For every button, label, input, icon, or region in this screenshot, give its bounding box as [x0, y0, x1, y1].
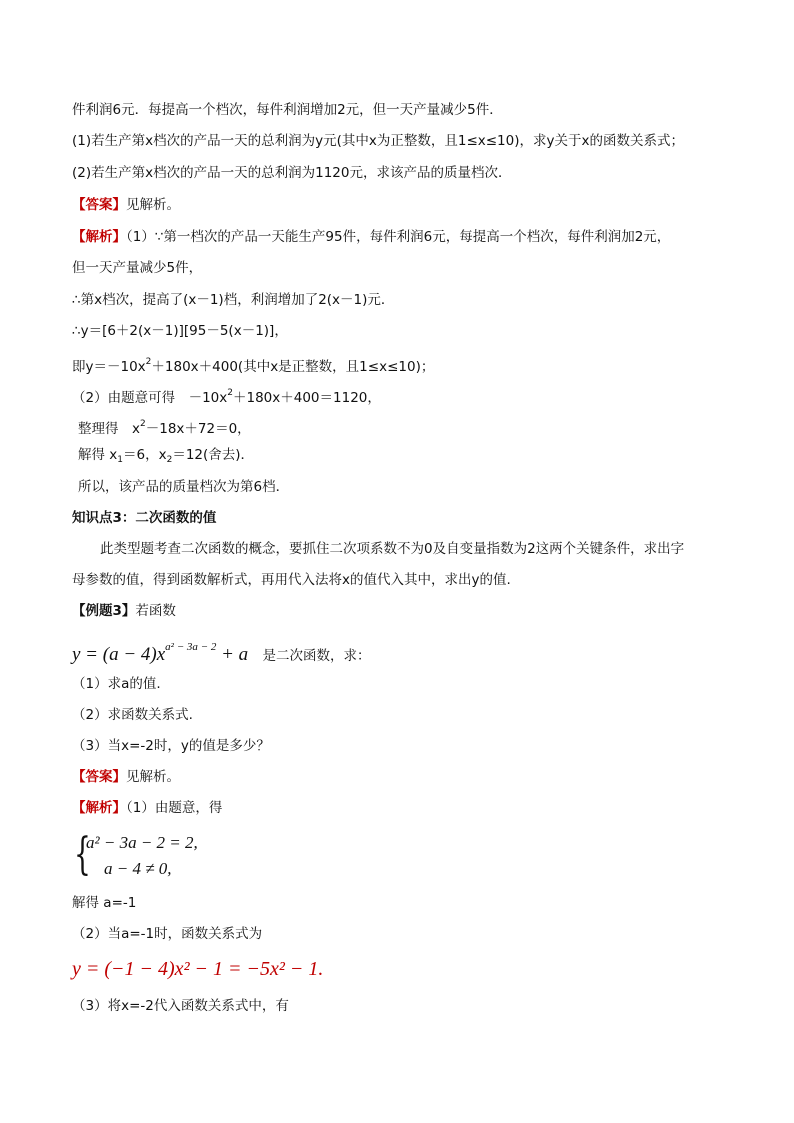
knowledge-point-heading: 知识点3：二次函数的值 — [72, 510, 217, 526]
example-tag: 【例题3】 — [72, 603, 136, 619]
formula-exponent: a² − 3a − 2 — [165, 641, 217, 653]
exponent: 2 — [227, 388, 233, 398]
eq-part: （2）由题意可得 －10x — [72, 390, 228, 406]
question-1: (1)若生产第x档次的产品一天的总利润为y元(其中x为正整数，且1≤x≤10)，求y关于x的函数关系式； — [72, 133, 684, 149]
brace-symbol: { — [74, 829, 91, 880]
sub-question-2: （2）求函数关系式. — [72, 707, 193, 723]
solve-result: 解得 a=-1 — [72, 895, 137, 911]
solution-line-5 — [72, 352, 434, 377]
step-3-text: （3）将x=-2代入函数关系式中，有 — [72, 998, 289, 1014]
solution-line-7 — [78, 414, 251, 439]
eq-part: ＝12(舍去)． — [172, 447, 255, 463]
eq-part: －18x＋72＝0， — [145, 421, 251, 437]
solution-tag: 【解析】 — [72, 229, 126, 245]
answer-text: 见解析。 — [126, 769, 180, 785]
answer-tag: 【答案】 — [72, 769, 126, 785]
exponent: 2 — [140, 419, 146, 429]
formula-rhs: + a — [216, 644, 249, 665]
knowledge-desc-1: 此类型题考查二次函数的概念，要抓住二次项系数不为0及自变量指数为2这两个关键条件，求出字 — [100, 541, 685, 557]
answer-tag: 【答案】 — [72, 197, 126, 213]
answer-line-1 — [72, 195, 180, 215]
formula-lhs: y = (a − 4)x — [72, 644, 166, 665]
solution-tag: 【解析】 — [72, 800, 126, 816]
step-2-formula: y = (−1 − 4)x² − 1 = −5x² − 1. — [72, 958, 324, 980]
sub-question-1: （1）求a的值. — [72, 676, 161, 692]
solution-line-4: ∴y＝[6＋2(x－1)][95－5(x－1)]， — [72, 323, 288, 339]
solution-line-2: 但一天产量减少5件， — [72, 260, 203, 276]
solution-line-1 — [72, 227, 670, 247]
equation-system — [74, 829, 274, 885]
system-equation-1: a² − 3a − 2 = 2, — [86, 833, 198, 852]
function-formula — [72, 641, 249, 665]
step-2-text: （2）当a=-1时，函数关系式为 — [72, 926, 263, 942]
eq-part: 整理得 x — [78, 421, 140, 437]
formula-after-text: 是二次函数，求： — [262, 648, 371, 664]
solution-conclusion: 所以，该产品的质量档次为第6档． — [78, 479, 290, 495]
answer-text: 见解析。 — [126, 197, 180, 213]
example-text: 若函数 — [135, 603, 176, 619]
solution-text: （1）由题意，得 — [126, 800, 223, 816]
eq-part: ＋180x＋400＝1120， — [233, 390, 381, 406]
solution-line-3: ∴第x档次，提高了(x－1)档，利润增加了2(x－1)元． — [72, 292, 395, 308]
example-formula-line — [72, 632, 370, 671]
example-heading — [72, 601, 176, 621]
subscript: 1 — [117, 455, 124, 465]
subscript: 2 — [166, 455, 173, 465]
solution-text: （1）∵第一档次的产品一天能生产95件，每件利润6元，每提高一个档次，每件利润加2元， — [126, 229, 671, 245]
sub-question-3: （3）当x=-2时，y的值是多少？ — [72, 738, 270, 754]
system-equation-2: a − 4 ≠ 0, — [104, 859, 172, 878]
solution-line-8 — [78, 445, 254, 470]
question-2: (2)若生产第x档次的产品一天的总利润为1120元，求该产品的质量档次． — [72, 165, 512, 181]
knowledge-desc-2: 母参数的值，得到函数解析式，再用代入法将x的值代入其中，求出y的值. — [72, 572, 511, 588]
problem-context-line: 件利润6元．每提高一个档次，每件利润增加2元，但一天产量减少5件． — [72, 102, 503, 118]
eq-part: 解得 x — [78, 447, 118, 463]
eq-part: 即y＝－10x — [72, 359, 146, 375]
eq-part: ＋180x＋400(其中x是正整数，且1≤x≤10)； — [151, 359, 435, 375]
exponent: 2 — [145, 357, 152, 367]
eq-part: ＝6，x — [123, 447, 167, 463]
solution-line-2-1 — [72, 798, 222, 818]
answer-line-2 — [72, 767, 180, 787]
solution-line-6 — [72, 383, 381, 408]
